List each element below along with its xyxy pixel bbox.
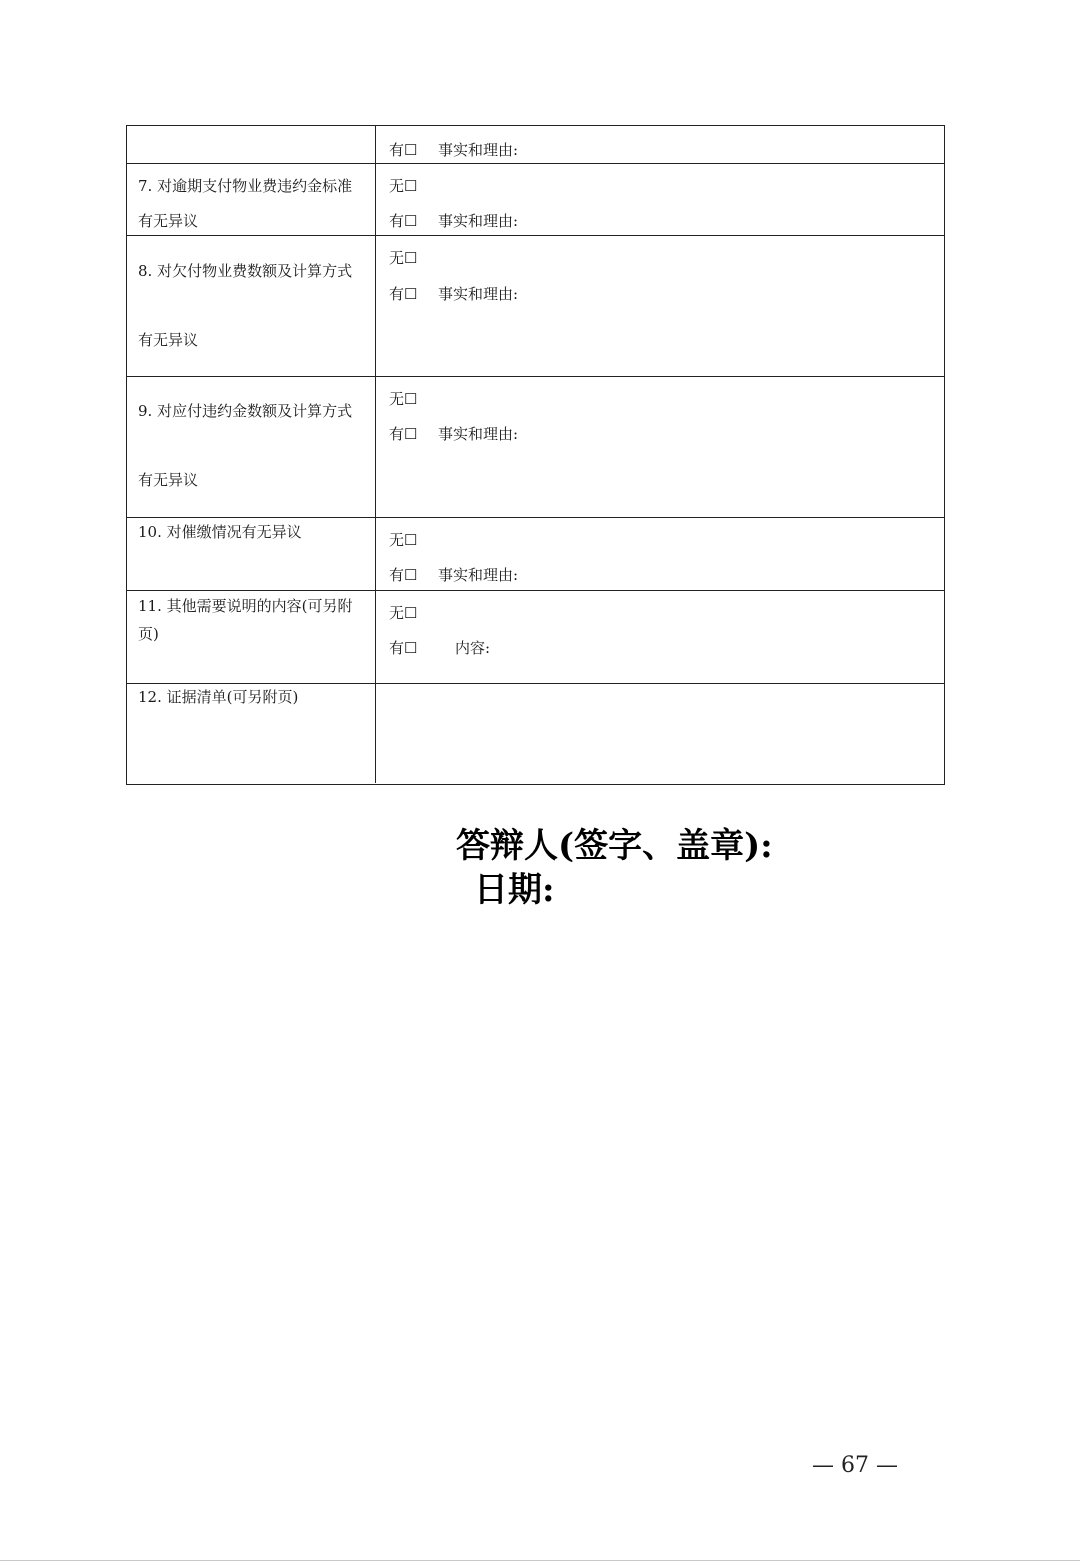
reason-label: 事实和理由: [438,285,519,303]
reason-label: 事实和理由: [438,425,519,443]
question-text: 10. 对催缴情况有无异议 [138,523,302,541]
question-text: 11. 其他需要说明的内容(可另附 [138,597,353,615]
checkbox-yes[interactable]: 有☐ [389,141,418,159]
column-divider [375,377,376,517]
column-divider [375,591,376,683]
reason-label: 事实和理由: [438,212,519,230]
question-text: 有无异议 [138,212,199,230]
checkbox-no[interactable]: 无☐ [389,604,418,622]
checkbox-yes[interactable]: 有☐ [389,425,418,443]
table-row [127,376,944,517]
column-divider [375,684,376,783]
checkbox-no[interactable]: 无☐ [389,390,418,408]
question-text: 有无异议 [138,331,199,349]
question-text: 7. 对逾期支付物业费违约金标准 [138,177,353,195]
column-divider [375,236,376,376]
column-divider [375,126,376,163]
checkbox-no[interactable]: 无☐ [389,531,418,549]
table-row [127,235,944,376]
reason-label: 事实和理由: [438,566,519,584]
table-row [127,683,944,783]
respondent-signature-label: 答辩人(签字、盖章): [456,826,773,866]
checkbox-no[interactable]: 无☐ [389,177,418,195]
question-text: 8. 对欠付物业费数额及计算方式 [138,262,353,280]
question-text: 12. 证据清单(可另附页) [138,688,299,706]
reason-label: 事实和理由: [438,141,519,159]
form-table [126,125,945,785]
column-divider [375,518,376,590]
table-row [127,163,944,235]
table-row [127,590,944,683]
question-text: 9. 对应付违约金数额及计算方式 [138,402,353,420]
page-number: — 67 — [812,1453,898,1478]
checkbox-yes[interactable]: 有☐ [389,285,418,303]
question-text: 有无异议 [138,471,199,489]
table-row [127,126,944,163]
content-label: 内容: [455,639,491,657]
signature-block [456,824,773,912]
checkbox-yes[interactable]: 有☐ [389,566,418,584]
question-text: 页) [138,625,159,643]
date-label: 日期: [474,870,555,910]
table-row [127,517,944,590]
checkbox-no[interactable]: 无☐ [389,249,418,267]
page-bottom-edge [0,1560,1080,1561]
checkbox-yes[interactable]: 有☐ [389,639,418,657]
column-divider [375,164,376,235]
checkbox-yes[interactable]: 有☐ [389,212,418,230]
evidence-list-field[interactable] [377,684,944,783]
